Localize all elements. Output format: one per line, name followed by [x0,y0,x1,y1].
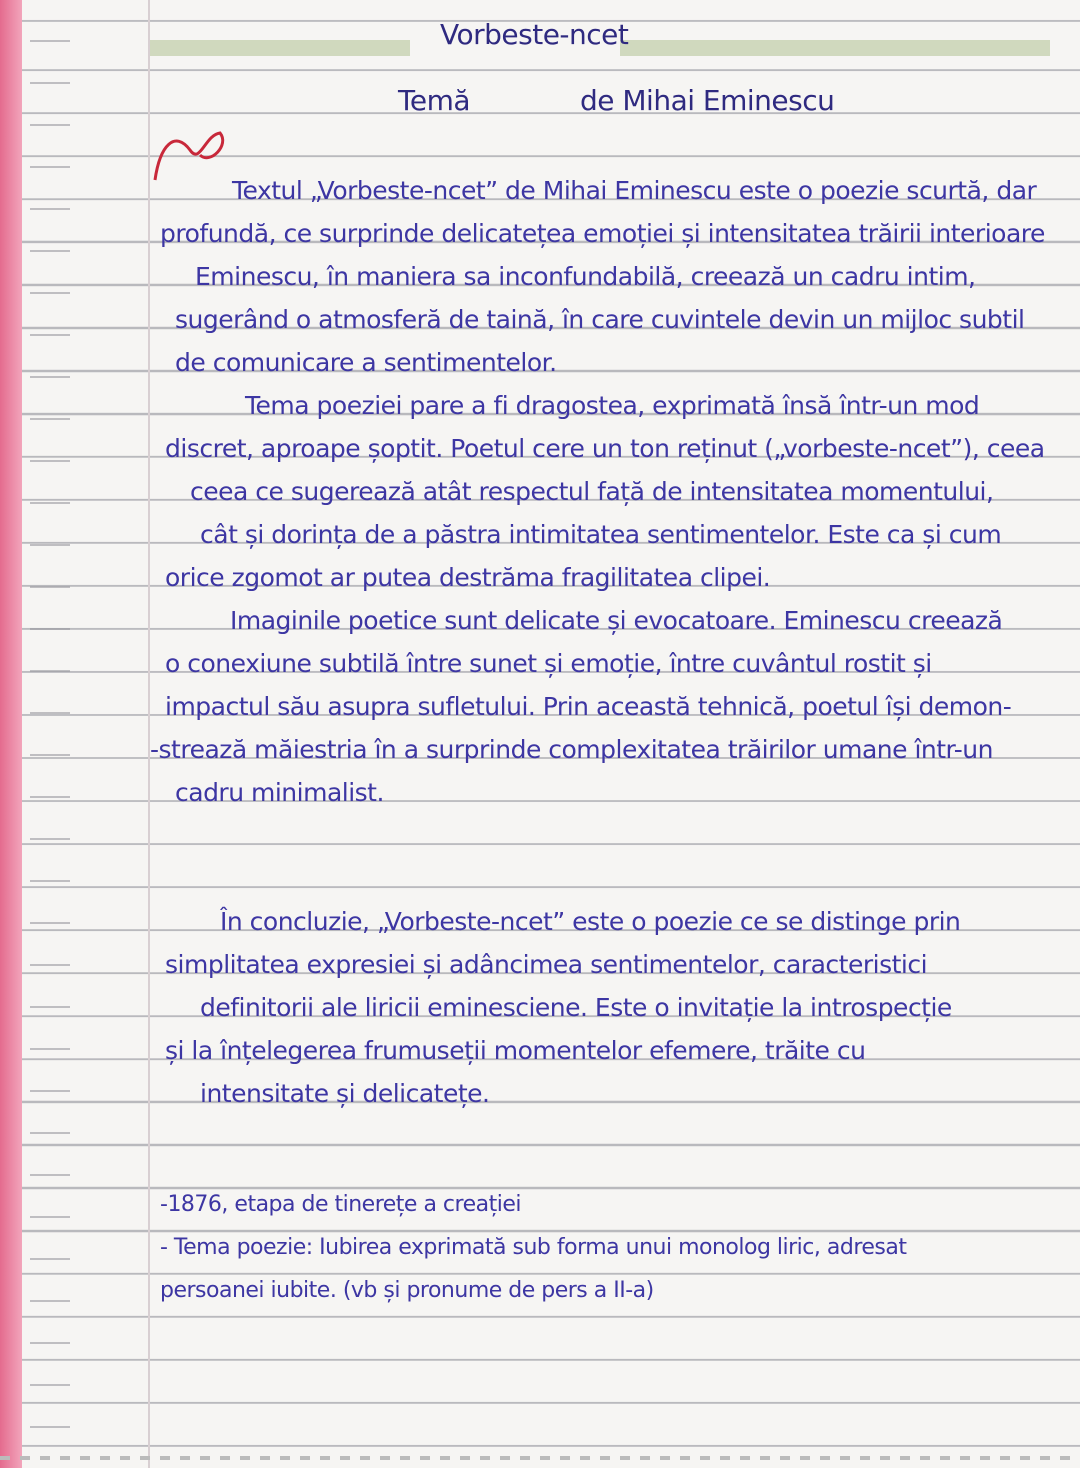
washi-tape [150,40,410,56]
text-line: impactul său asupra sufletului. Prin această tehnică, poetul își demon- [165,692,1012,721]
text-line: -strează măiestria în a surprinde complexitatea trăirilor umane într-un [150,735,993,764]
note-line: -1876, etapa de tinerețe a creației [160,1192,521,1217]
text-line: cadru minimalist. [175,778,384,807]
page-title: Vorbeste-ncet [440,18,629,51]
margin-line [148,0,150,1468]
note-line: persoanei iubite. (vb și pronume de pers a II-a) [160,1278,654,1303]
text-line: simplitatea expresiei și adâncimea sentimentelor, caracteristici [165,950,928,979]
text-line: discret, aproape șoptit. Poetul cere un ton reținut („vorbeste-ncet”), ceea [165,434,1045,463]
author-line: de Mihai Eminescu [580,84,835,117]
topic-label: Temă [398,84,471,117]
note-line: - Tema poezie: Iubirea exprimată sub forma unui monolog liric, adresat [160,1235,907,1260]
text-line: de comunicare a sentimentelor. [175,348,557,377]
text-line: Textul „Vorbeste-ncet” de Mihai Eminescu este o poezie scurtă, dar [232,176,1037,205]
text-line: Eminescu, în maniera sa inconfundabilă, creează un cadru intim, [195,262,976,291]
text-line: profundă, ce surprinde delicatețea emoției și intensitatea trăirii interioare [160,219,1045,248]
text-line: ceea ce sugerează atât respectul față de intensitatea momentului, [190,477,994,506]
text-line: Tema poeziei pare a fi dragostea, exprimată însă într-un mod [245,391,980,420]
text-line: o conexiune subtilă între sunet și emoție, între cuvântul rostit și [165,649,932,678]
page-stack-edges [30,0,70,1468]
text-line: Imaginile poetice sunt delicate și evocatoare. Eminescu creează [230,606,1003,635]
text-line: și la înțelegerea frumuseții momentelor efemere, trăite cu [165,1036,866,1065]
text-line: sugerând o atmosferă de taină, în care cuvintele devin un mijloc subtil [175,305,1025,334]
text-line: În concluzie, „Vorbeste-ncet” este o poezie ce se distinge prin [220,907,961,936]
washi-tape [620,40,1050,56]
notebook-cover-edge [0,0,22,1468]
text-line: cât și dorința de a păstra intimitatea sentimentelor. Este ca și cum [200,520,1002,549]
check-mark-icon [150,125,240,185]
text-line: orice zgomot ar putea destrăma fragilitatea clipei. [165,563,771,592]
text-line: intensitate și delicatețe. [200,1079,490,1108]
text-line: definitorii ale liricii eminesciene. Este o invitație la introspecție [200,993,952,1022]
page-perforation [0,1456,1080,1460]
